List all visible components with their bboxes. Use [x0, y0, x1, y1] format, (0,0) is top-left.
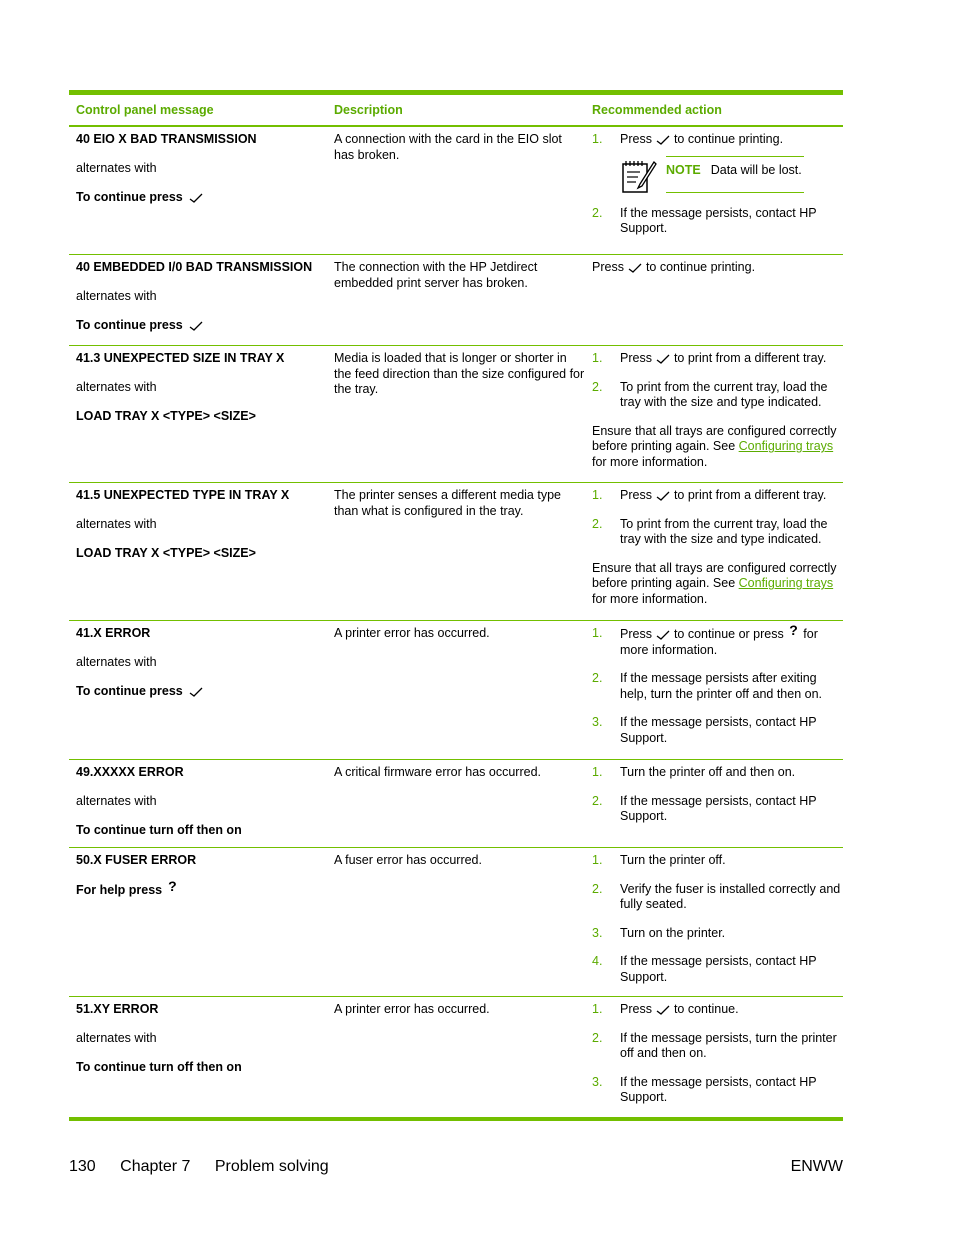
- checkmark-icon: [189, 321, 203, 331]
- alternates-label: alternates with: [76, 654, 157, 669]
- step-text: Turn the printer off.: [620, 853, 726, 867]
- alternates-label: alternates with: [76, 516, 157, 531]
- step-text: If the message persists, contact HP Support.: [620, 954, 817, 984]
- step-text: If the message persists, contact HP Support.: [620, 1074, 817, 1105]
- action-step: [592, 926, 843, 942]
- step-number: 2.: [592, 1030, 603, 1045]
- chapter-label: Chapter 7: [120, 1158, 191, 1175]
- step-text: If the message persists after exiting help, turn the printer off and then on.: [620, 671, 822, 701]
- action-text: Press to continue printing.: [592, 260, 756, 274]
- action-step: [592, 206, 843, 237]
- step-number: 2.: [592, 516, 603, 531]
- step-number: 4.: [592, 954, 603, 969]
- alternates-label: alternates with: [76, 1030, 157, 1045]
- action-step: [592, 765, 843, 781]
- action-step: [592, 517, 843, 548]
- checkmark-icon: [189, 193, 203, 203]
- help-question-icon: ?: [789, 622, 798, 638]
- step-number: 1.: [592, 351, 603, 365]
- action-step: [592, 132, 843, 148]
- checkmark-icon: [656, 491, 670, 501]
- configuring-trays-link[interactable]: Configuring trays: [738, 576, 834, 591]
- action-step: [592, 954, 843, 985]
- action-step: [592, 671, 843, 702]
- step-number: 1.: [592, 626, 603, 640]
- chapter-title: Problem solving: [214, 1158, 329, 1175]
- action-step: 1. Press to continue.: [592, 1002, 739, 1016]
- table-row: [69, 127, 843, 255]
- problem-table: [69, 90, 843, 1121]
- action-step: [592, 380, 843, 411]
- note-text: Data will be lost.: [710, 162, 802, 177]
- table-row: [69, 483, 843, 621]
- control-panel-message: 41.5 UNEXPECTED TYPE IN TRAY X: [76, 488, 290, 502]
- step-number: 1.: [592, 853, 603, 867]
- step-text: If the message persists, contact HP Support.: [620, 793, 817, 824]
- step-number: 1.: [592, 765, 603, 779]
- configuring-trays-link[interactable]: Configuring trays: [738, 439, 834, 454]
- control-panel-message: 40 EMBEDDED I/0 BAD TRANSMISSION: [76, 260, 313, 274]
- action-step: [592, 715, 843, 746]
- step-text: Turn on the printer.: [620, 925, 726, 940]
- step-text: If the message persists, contact HP Support.: [620, 715, 817, 745]
- secondary-message: LOAD TRAY X <TYPE> <SIZE>: [76, 409, 256, 424]
- step-number: 2.: [592, 793, 603, 808]
- action-step: [592, 794, 843, 825]
- step-number: 1.: [592, 1002, 603, 1016]
- secondary-message: To continue press: [76, 318, 183, 333]
- step-number: 3.: [592, 925, 603, 940]
- table-row: [69, 621, 843, 760]
- note-callout: [620, 156, 843, 194]
- alternates-label: alternates with: [76, 160, 157, 175]
- step-number: 1.: [592, 132, 603, 146]
- table-row: [69, 346, 843, 483]
- secondary-message: To continue turn off then on: [76, 823, 242, 838]
- note-label: NOTE: [666, 162, 701, 177]
- footer-brand: ENWW: [790, 1158, 843, 1175]
- action-step: [592, 1075, 843, 1106]
- control-panel-message: 50.X FUSER ERROR: [76, 853, 197, 867]
- header-control-panel-message: Control panel message: [76, 103, 214, 117]
- action-step: [592, 882, 843, 913]
- checkmark-icon: [656, 630, 670, 640]
- control-panel-message: 51.XY ERROR: [76, 1002, 159, 1016]
- secondary-message: To continue press: [76, 684, 183, 699]
- table-header: [69, 95, 843, 127]
- step-text: If the message persists, turn the printer off and then on.: [620, 1030, 837, 1061]
- table-row: [69, 997, 843, 1121]
- action-step: 1. Press to print from a different tray.: [592, 351, 827, 365]
- step-number: 1.: [592, 488, 603, 502]
- checkmark-icon: [656, 354, 670, 364]
- note-pencil-icon: [620, 158, 660, 194]
- alternates-label: alternates with: [76, 288, 157, 303]
- checkmark-icon: [628, 263, 642, 273]
- control-panel-message: 40 EIO X BAD TRANSMISSION: [76, 132, 257, 146]
- secondary-message: For help press: [76, 882, 163, 897]
- action-step: 1. Press to continue or press ? for more information.: [592, 622, 818, 657]
- step-text: Turn the printer off and then on.: [620, 765, 796, 779]
- table-row: [69, 760, 843, 848]
- description-text: A connection with the card in the EIO slot has broken.: [334, 132, 562, 162]
- checkmark-icon: [189, 687, 203, 697]
- description-text: A critical firmware error has occurred.: [334, 765, 542, 779]
- step-number: 2.: [592, 881, 603, 896]
- action-step: [592, 1031, 843, 1062]
- step-number: 2.: [592, 379, 603, 394]
- step-text: to continue printing.: [673, 132, 784, 146]
- secondary-message: To continue turn off then on: [76, 1060, 242, 1075]
- secondary-message: LOAD TRAY X <TYPE> <SIZE>: [76, 546, 256, 561]
- table-row: [69, 255, 843, 346]
- table-row: [69, 848, 843, 997]
- header-recommended-action: Recommended action: [592, 103, 722, 117]
- description-text: Media is loaded that is longer or shorter in the feed direction than the size configured for the tray.: [334, 351, 585, 397]
- action-step: 1. Press to print from a different tray.: [592, 488, 827, 502]
- description-text: The connection with the HP Jetdirect embedded print server has broken.: [334, 260, 538, 290]
- header-description: Description: [334, 103, 403, 117]
- page-number: 130: [69, 1158, 96, 1175]
- step-number: 2.: [592, 671, 603, 686]
- control-panel-message: 41.X ERROR: [76, 626, 151, 640]
- step-number: 3.: [592, 1074, 603, 1089]
- action-step: [592, 853, 843, 869]
- secondary-message: To continue press: [76, 190, 183, 205]
- description-text: A printer error has occurred.: [334, 1002, 490, 1016]
- step-text: Press: [620, 132, 652, 146]
- description-text: The printer senses a different media type than what is configured in the tray.: [334, 488, 561, 518]
- description-text: A printer error has occurred.: [334, 626, 490, 640]
- step-text: Verify the fuser is installed correctly and fully seated.: [620, 881, 841, 912]
- step-text: If the message persists, contact HP Support.: [620, 205, 817, 236]
- step-text: To print from the current tray, load the tray with the size and type indicated.: [620, 516, 828, 547]
- alternates-label: alternates with: [76, 379, 157, 394]
- checkmark-icon: [656, 1005, 670, 1015]
- action-text: Ensure that all trays are configured correctly before printing again. See Configuring trays for more information.: [592, 423, 837, 469]
- action-text: Ensure that all trays are configured correctly before printing again. See Configuring trays for more information.: [592, 560, 837, 606]
- alternates-label: alternates with: [76, 793, 157, 808]
- page-footer: [69, 1158, 843, 1176]
- help-question-icon: ?: [168, 877, 177, 894]
- control-panel-message: 41.3 UNEXPECTED SIZE IN TRAY X: [76, 351, 285, 365]
- description-text: A fuser error has occurred.: [334, 853, 482, 867]
- control-panel-message: 49.XXXXX ERROR: [76, 765, 184, 779]
- step-number: 2.: [592, 205, 603, 220]
- step-number: 3.: [592, 715, 603, 730]
- step-text: To print from the current tray, load the tray with the size and type indicated.: [620, 379, 828, 410]
- checkmark-icon: [656, 135, 670, 145]
